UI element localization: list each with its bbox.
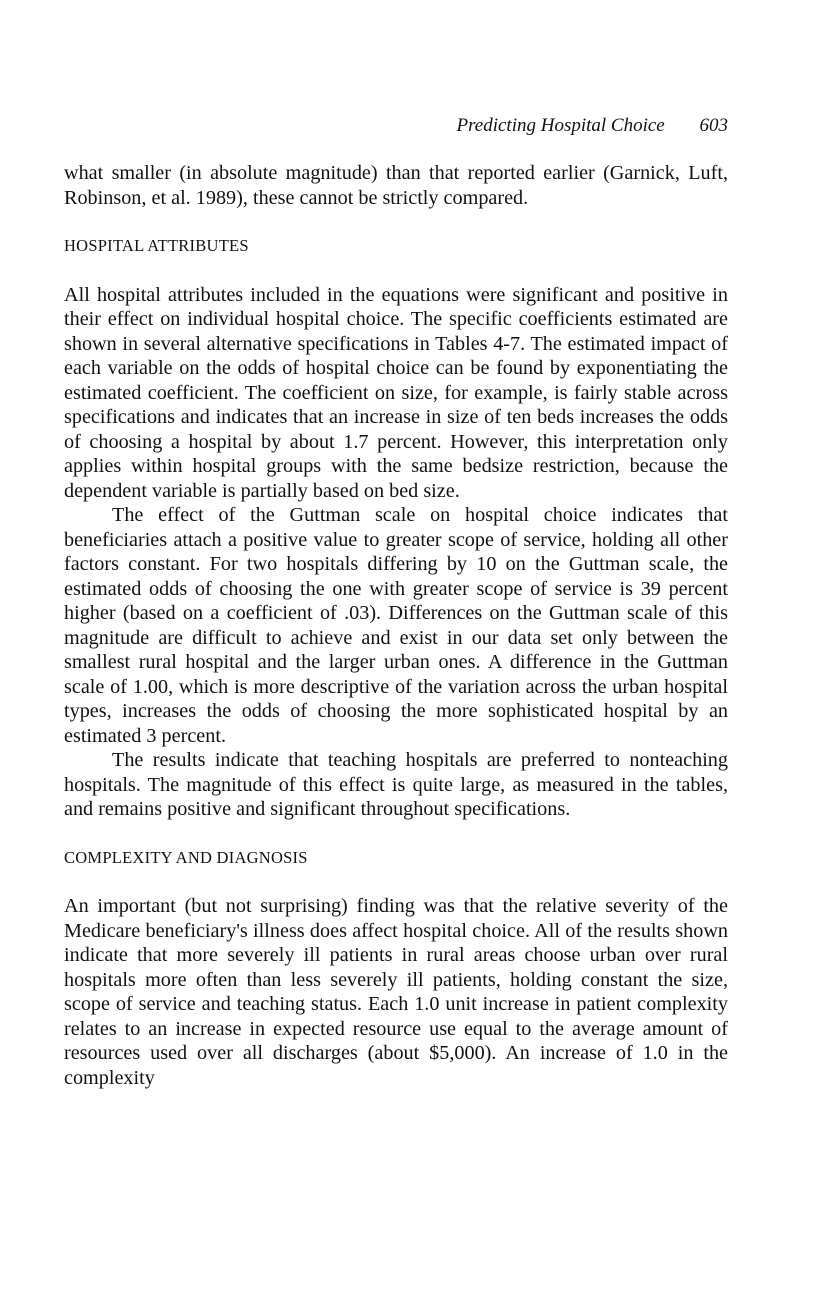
article-body <box>64 161 728 1090</box>
running-title: Predicting Hospital Choice <box>456 115 665 136</box>
page-number: 603 <box>699 115 728 136</box>
hospital-attributes-paragraph-2: The effect of the Guttman scale on hospital choice indicates that beneficiaries attach a positive value to greater scope of service, holding all other factors constant. For two hospitals differing by 10 on the Guttman scale, the estimated odds of choosing the one with greater scope of service is 39 percent higher (based on a coefficient of .03). Differences on the Guttman scale of this magnitude are difficult to achieve and exist in our data set only between the smallest rural hospital and the larger urban ones. A difference in the Guttman scale of 1.00, which is more descriptive of the variation across the urban hospital types, increases the odds of choosing the more sophisticated hospital by an estimated 3 percent. <box>64 504 728 747</box>
running-header <box>456 114 728 138</box>
hospital-attributes-paragraph-3: The results indicate that teaching hospitals are preferred to nonteaching hospitals. The magnitude of this effect is quite large, as measured in the tables, and remains positive and significant throughout specifications. <box>64 749 728 820</box>
complexity-diagnosis-paragraph-1: An important (but not surprising) finding was that the relative severity of the Medicare beneficiary's illness does affect hospital choice. All of the results shown indicate that more severely ill patients in rural areas choose urban over rural hospitals more often than less severely ill patients, holding constant the size, scope of service and teaching status. Each 1.0 unit increase in patient complexity relates to an increase in expected resource use equal to the average amount of resources used over all discharges (about $5,000). An increase of 1.0 in the complexity <box>64 895 728 1089</box>
section-heading-complexity-diagnosis: COMPLEXITY AND DIAGNOSIS <box>64 847 308 867</box>
hospital-attributes-paragraph-1: All hospital attributes included in the equations were significant and positive in their effect on individual hospital choice. The specific coefficients estimated are shown in several alternative specifications in Tables 4-7. The estimated impact of each variable on the odds of hospital choice can be found by exponentiating the estimated coefficient. The coefficient on size, for example, is fairly stable across specifications and indicates that an increase in size of ten beds increases the odds of choosing a hospital by about 1.7 percent. However, this interpretation only applies within hospital groups with the same bedsize restriction, because the dependent variable is partially based on bed size. <box>64 283 728 502</box>
section-heading-hospital-attributes: HOSPITAL ATTRIBUTES <box>64 236 249 255</box>
continued-paragraph: what smaller (in absolute magnitude) than that reported earlier (Garnick, Luft, Robinson, et al. 1989), these cannot be strictly compared. <box>64 162 728 209</box>
